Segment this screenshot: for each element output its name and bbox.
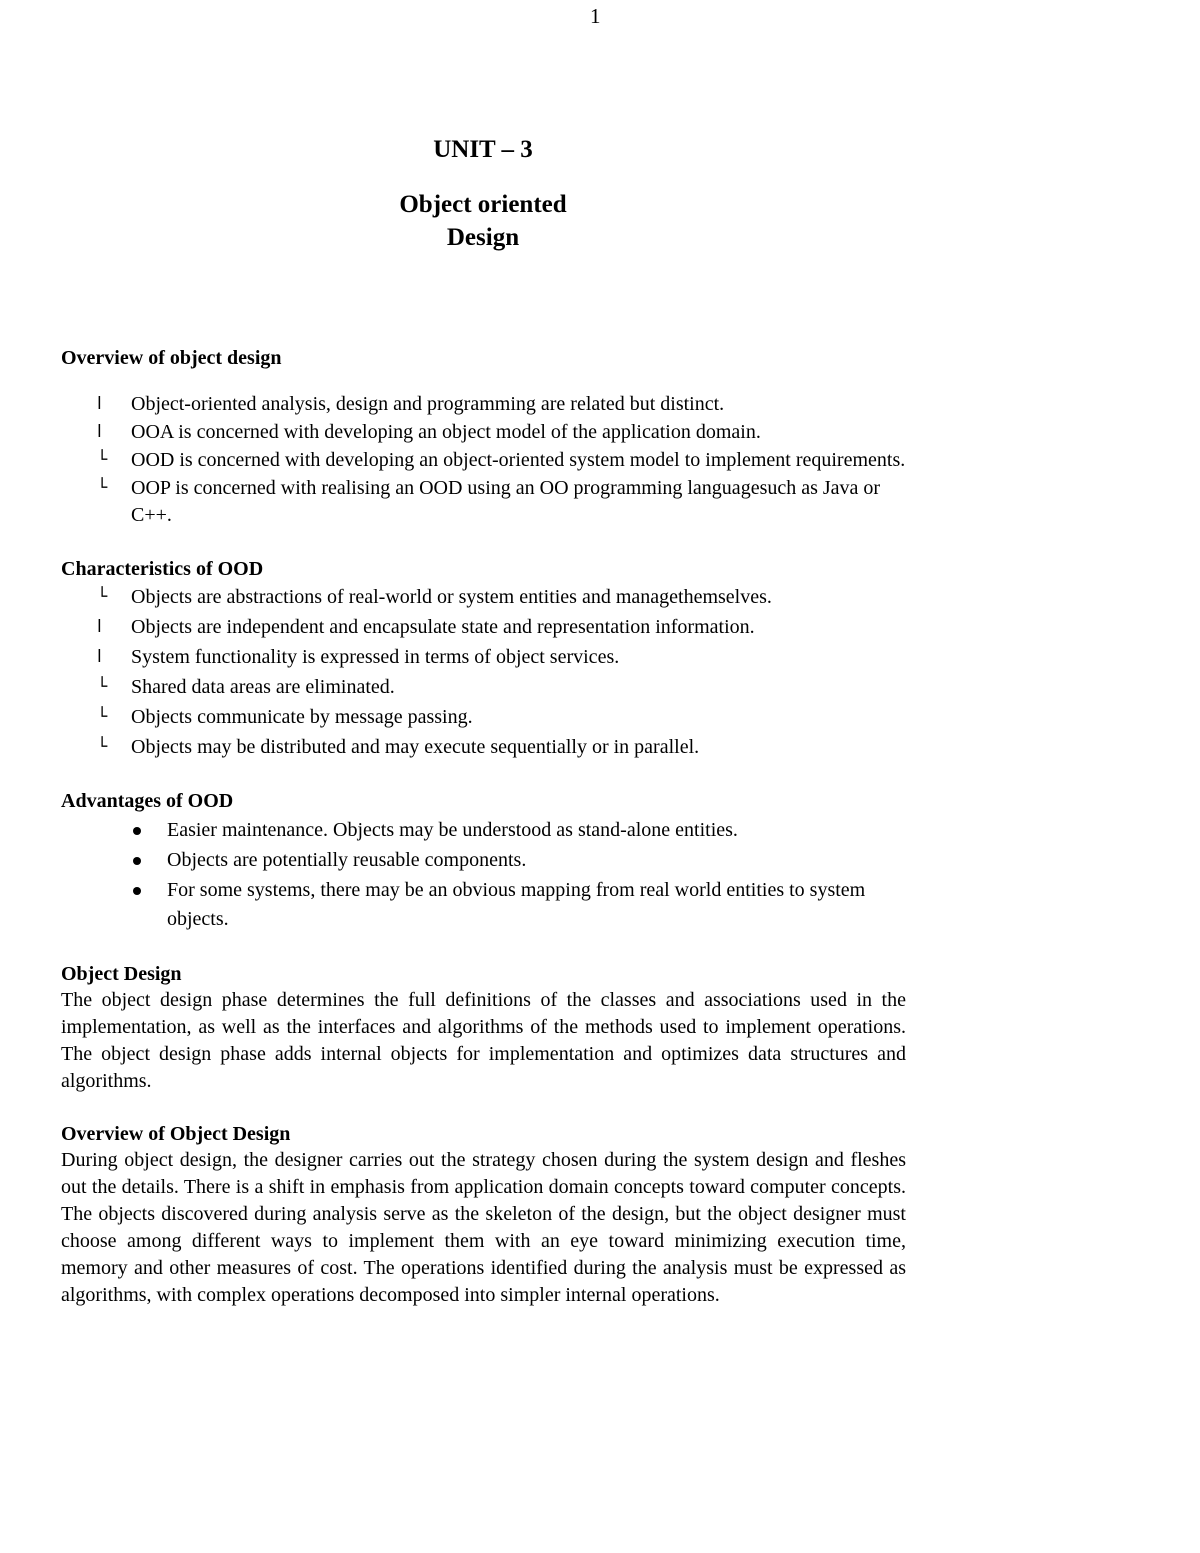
list-item <box>97 419 906 446</box>
document-title-line-1: Object oriented <box>399 191 567 218</box>
list-marker: └ <box>97 450 108 470</box>
list-item-text: For some systems, there may be an obvious mapping from real world entities to system objects. <box>167 879 866 930</box>
bullet-icon <box>133 887 141 895</box>
list-marker: l <box>97 422 102 442</box>
list-item <box>97 584 906 611</box>
list-item-text: System functionality is expressed in terms of object services. <box>131 646 620 668</box>
section-heading: Object Design <box>61 963 182 985</box>
section-overview <box>61 343 906 529</box>
list-item-text: Objects communicate by message passing. <box>131 706 473 728</box>
list-item <box>97 614 906 641</box>
section-heading: Overview of object design <box>61 347 282 369</box>
advantages-list <box>61 816 906 934</box>
list-item <box>97 704 906 731</box>
section-paragraph: The object design phase determines the full definitions of the classes and associations used in the implementation, as well as the interfaces and algorithms of the methods used to implement operations. The object design phase adds internal objects for implementation and optimizes data structures and algorithms. <box>61 989 906 1092</box>
unit-title: UNIT – 3 <box>433 136 533 163</box>
list-item <box>133 816 906 845</box>
list-item-text: OOP is concerned with realising an OOD using an OO programming languagesuch as Java or C++. <box>131 477 881 526</box>
characteristics-list <box>61 584 906 761</box>
list-item <box>133 876 906 934</box>
document-title-line-2: Design <box>446 224 520 251</box>
list-marker: └ <box>97 677 108 697</box>
document-title <box>0 188 966 254</box>
list-item-text: Objects are independent and encapsulate state and representation information. <box>131 616 755 638</box>
page-number: 1 <box>590 4 601 28</box>
section-advantages <box>61 786 906 934</box>
section-object-design <box>61 961 906 1095</box>
list-marker: └ <box>97 478 108 498</box>
list-item <box>97 391 906 418</box>
list-item-text: OOD is concerned with developing an object-oriented system model to implement requirements. <box>131 449 906 471</box>
section-heading: Characteristics of OOD <box>61 558 264 580</box>
list-marker: l <box>97 647 102 667</box>
list-item-text: Objects are abstractions of real-world or system entities and managethemselves. <box>131 586 772 608</box>
bullet-icon <box>133 827 141 835</box>
list-item-text: Shared data areas are eliminated. <box>131 676 395 698</box>
section-overview-of-object-design <box>61 1121 906 1309</box>
list-marker: l <box>97 617 102 637</box>
list-item <box>97 447 906 474</box>
list-item <box>97 475 906 529</box>
list-item-text: Easier maintenance. Objects may be understood as stand-alone entities. <box>167 819 738 841</box>
list-marker: └ <box>97 587 108 607</box>
section-characteristics <box>61 554 906 761</box>
list-item <box>97 734 906 761</box>
list-item-text: Objects are potentially reusable components. <box>167 849 527 871</box>
list-item <box>97 644 906 671</box>
list-marker: └ <box>97 737 108 757</box>
list-item <box>97 674 906 701</box>
list-item-text: Objects may be distributed and may execute sequentially or in parallel. <box>131 736 700 758</box>
list-item-text: Object-oriented analysis, design and programming are related but distinct. <box>131 393 725 415</box>
document-body <box>61 343 906 1309</box>
list-marker: l <box>97 394 102 414</box>
section-heading: Overview of Object Design <box>61 1123 291 1145</box>
list-item-text: OOA is concerned with developing an object model of the application domain. <box>131 421 761 443</box>
section-heading: Advantages of OOD <box>61 790 234 812</box>
list-marker: └ <box>97 707 108 727</box>
overview-list <box>61 391 906 529</box>
list-item <box>133 846 906 875</box>
section-paragraph: During object design, the designer carries out the strategy chosen during the system design and fleshes out the details. There is a shift in emphasis from application domain concepts toward computer concepts. The objects discovered during analysis serve as the skeleton of the design, but the object designer must choose among different ways to implement them with an eye toward minimizing execution time, memory and other measures of cost. The operations identified during the analysis must be expressed as algorithms, with complex operations decomposed into simpler internal operations. <box>61 1149 906 1306</box>
bullet-icon <box>133 857 141 865</box>
